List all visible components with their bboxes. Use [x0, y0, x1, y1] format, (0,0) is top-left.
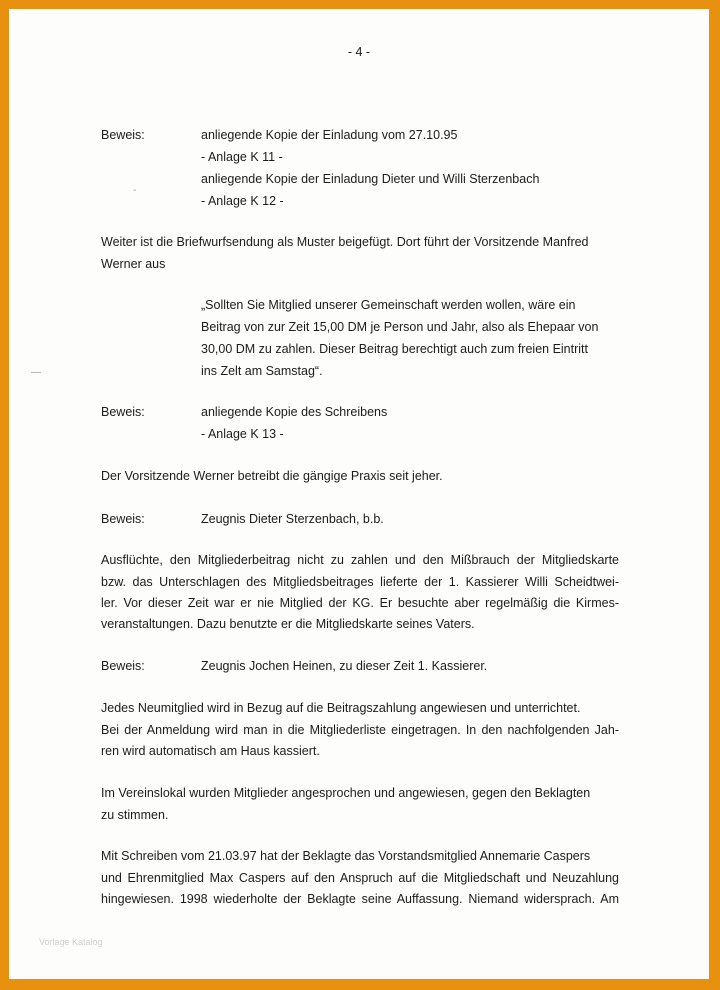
evidence-line: Zeugnis Jochen Heinen, zu dieser Zeit 1. Kassierer. — [201, 659, 488, 673]
page-number: - 4 - — [347, 45, 371, 59]
quote-line: 30,00 DM zu zahlen. Dieser Beitrag berechtigt auch zum freien Eintritt — [201, 342, 588, 356]
paragraph-line: ren wird automatisch am Haus kassiert. — [101, 744, 320, 758]
paragraph-line: Werner aus — [101, 257, 166, 271]
evidence-label: Beweis: — [101, 659, 145, 673]
paragraph-line: Mit Schreiben vom 21.03.97 hat der Beklagte das Vorstandsmitglied Annemarie Caspers — [101, 849, 591, 863]
paragraph-line: bzw. das Unterschlagen des Mitgliedsbeitrages lieferte der 1. Kassierer Willi Scheidtwei- — [101, 575, 619, 589]
paragraph-line: Der Vorsitzende Werner betreibt die gängige Praxis seit jeher. — [101, 469, 443, 483]
quote-line: „Sollten Sie Mitglied unserer Gemeinschaft werden wollen, wäre ein — [201, 298, 576, 312]
paragraph-line: Im Vereinslokal wurden Mitglieder angesprochen und angewiesen, gegen den Beklagten — [101, 786, 591, 800]
paragraph-line: zu stimmen. — [101, 808, 169, 822]
scan-mark: — — [31, 367, 41, 378]
evidence-line: anliegende Kopie der Einladung vom 27.10.95 — [201, 128, 458, 142]
watermark: Vorlage Katalog — [39, 937, 103, 947]
paragraph-line: hingewiesen. 1998 wiederholte der Beklagte seine Auffassung. Niemand widersprach. Am — [101, 892, 619, 906]
document-page — [9, 9, 709, 979]
evidence-line: - Anlage K 13 - — [201, 427, 284, 441]
paragraph-line: Weiter ist die Briefwurfsendung als Muster beigefügt. Dort führt der Vorsitzende Manfred — [101, 235, 589, 249]
scan-mark: - — [133, 185, 137, 196]
paragraph-line: ler. Vor dieser Zeit war er nie Mitglied der KG. Er besuchte aber regelmäßig die Kirmes- — [101, 596, 619, 610]
paragraph-line: und Ehrenmitglied Max Caspers auf den Anspruch auf die Mitgliedschaft und Neuzahlung — [101, 871, 619, 885]
quote-line: Beitrag von zur Zeit 15,00 DM je Person und Jahr, also als Ehepaar von — [201, 320, 599, 334]
evidence-line: anliegende Kopie der Einladung Dieter und Willi Sterzenbach — [201, 172, 540, 186]
evidence-label: Beweis: — [101, 405, 145, 419]
evidence-line: - Anlage K 12 - — [201, 194, 284, 208]
evidence-label: Beweis: — [101, 512, 145, 526]
evidence-line: Zeugnis Dieter Sterzenbach, b.b. — [201, 512, 384, 526]
evidence-line: anliegende Kopie des Schreibens — [201, 405, 388, 419]
evidence-line: - Anlage K 11 - — [201, 150, 283, 164]
quote-line: ins Zelt am Samstag“. — [201, 364, 323, 378]
paragraph-line: Ausflüchte, den Mitgliederbeitrag nicht zu zahlen und den Mißbrauch der Mitgliedskarte — [101, 553, 619, 567]
evidence-label: Beweis: — [101, 128, 145, 142]
paragraph-line: Bei der Anmeldung wird man in die Mitgliederliste eingetragen. In den nachfolgenden Jah- — [101, 723, 619, 737]
paragraph-line: veranstaltungen. Dazu benutzte er die Mitgliedskarte seines Vaters. — [101, 617, 475, 631]
paragraph-line: Jedes Neumitglied wird in Bezug auf die Beitragszahlung angewiesen und unterrichtet. — [101, 701, 581, 715]
